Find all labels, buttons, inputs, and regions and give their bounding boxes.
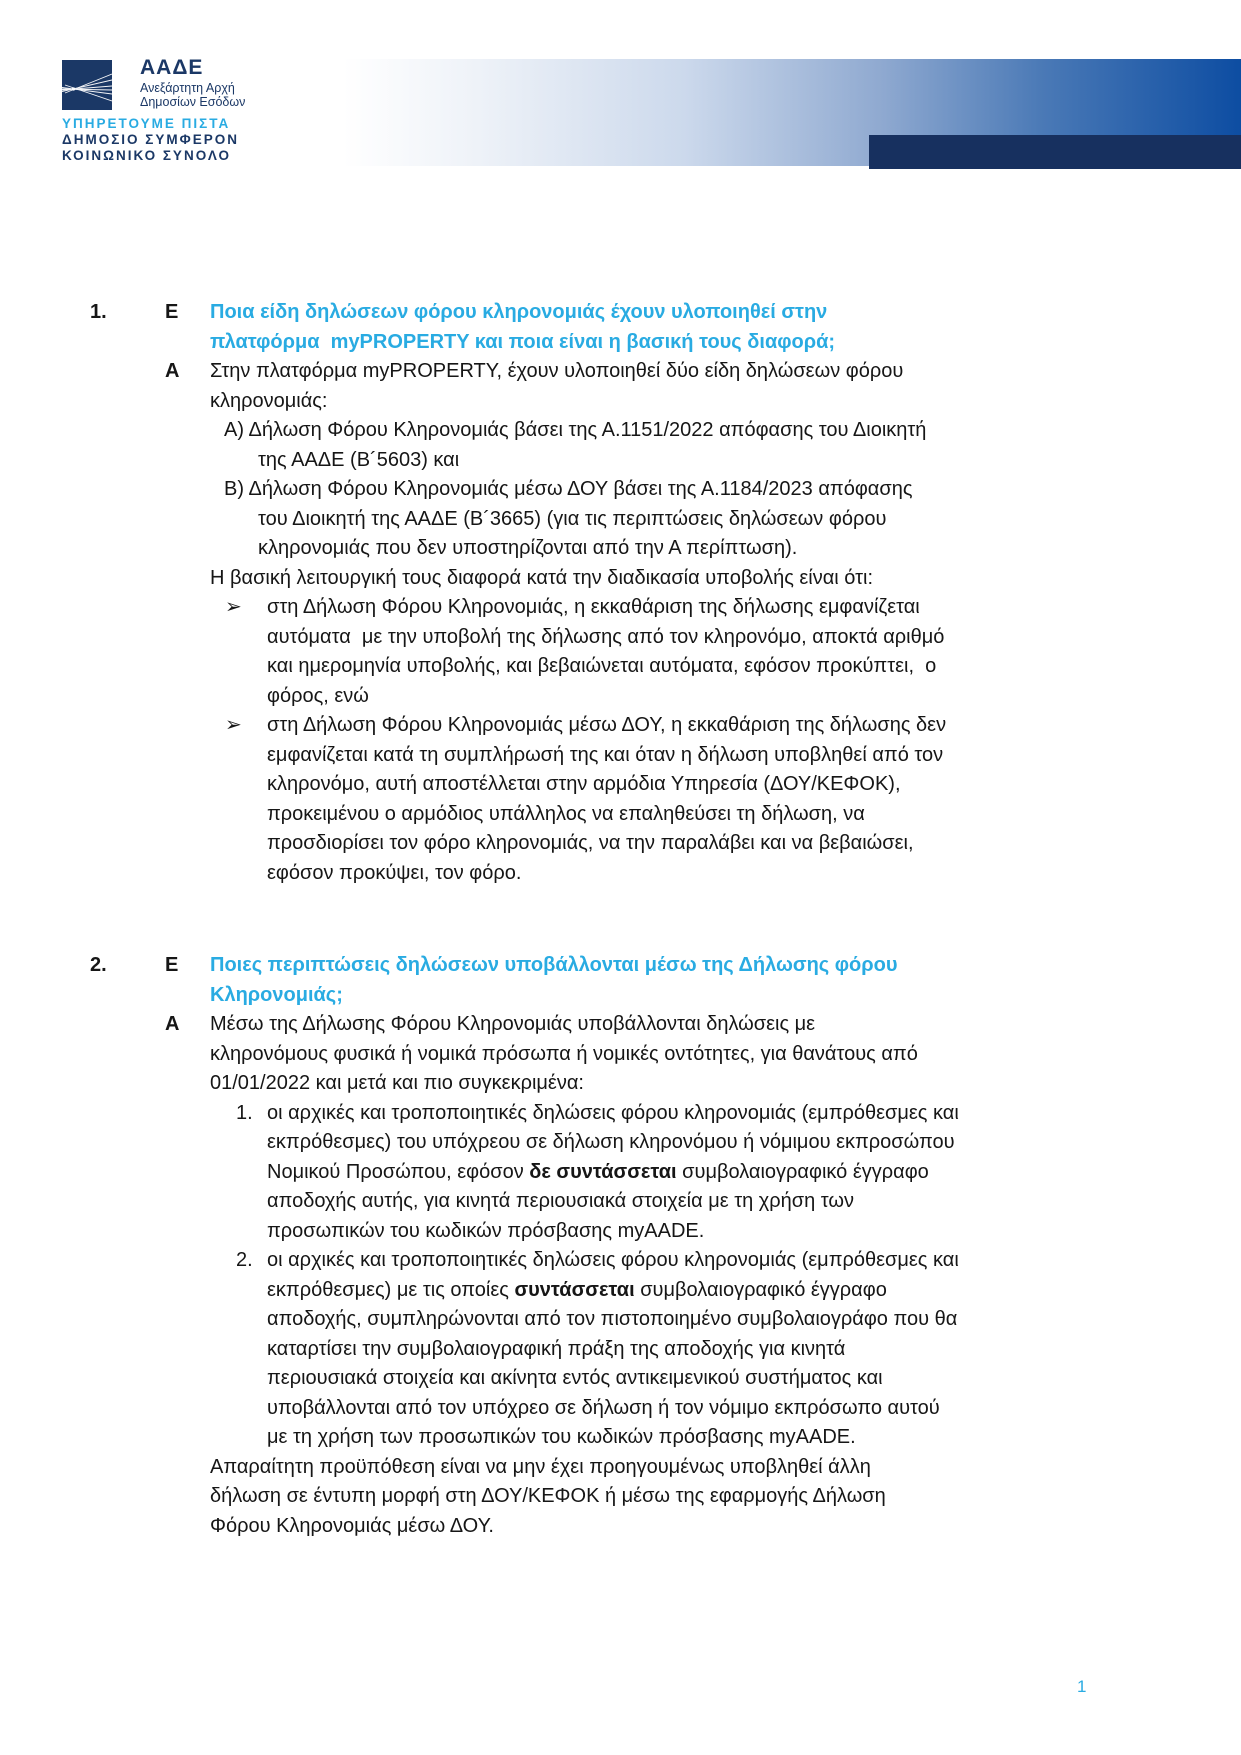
text-line: κληρονομιάς: xyxy=(210,389,328,412)
logo-tagline-line1: ΥΠΗΡΕΤΟΥΜΕ ΠΙΣΤΑ xyxy=(62,116,231,131)
text-line: περιουσιακά στοιχεία και ακίνητα εντός αντικειμενικού συστήματος και xyxy=(267,1367,883,1389)
question-number: 1. xyxy=(90,301,107,323)
text-line: Στην πλατφόρμα myPROPERTY, έχουν υλοποιηθεί δύο είδη δηλώσεων φόρου xyxy=(210,360,904,382)
logo-tagline-line2: ΔΗΜΟΣΙΟ ΣΥΜΦΕΡΟΝ xyxy=(62,132,239,147)
text-line: εκπρόθεσμες) με τις οποίες συντάσσεται συμβολαιογραφικό έγγραφο xyxy=(267,1278,887,1301)
text-line: Φόρου Κληρονομιάς μέσω ΔΟΥ. xyxy=(210,1514,494,1537)
question-line: Ποιες περιπτώσεις δηλώσεων υποβάλλονται μέσω της Δήλωσης φόρου xyxy=(210,954,898,976)
text-line: της ΑΑΔΕ (Β´5603) και xyxy=(258,448,460,471)
list-number: 2. xyxy=(236,1249,253,1271)
logo-acronym: ΑΑΔΕ xyxy=(140,56,204,79)
text-line: κληρονόμους φυσικά ή νομικά πρόσωπα ή νομικές οντότητες, για θανάτους από xyxy=(210,1042,918,1065)
text-line: προσωπικών του κωδικών πρόσβασης myAADE. xyxy=(267,1219,705,1242)
list-bullet-icon: ➢ xyxy=(225,714,242,736)
text-line: με τη χρήση των προσωπικών του κωδικών πρόσβασης myAADE. xyxy=(267,1426,856,1448)
text-line: εφόσον προκύψει, τον φόρο. xyxy=(267,861,522,884)
text-line: κληρονομιάς που δεν υποστηρίζονται από την Α περίπτωση). xyxy=(258,537,798,559)
question-text xyxy=(210,298,1220,357)
list-bullet-icon: ➢ xyxy=(225,596,242,618)
answer-text xyxy=(210,357,1220,888)
text-line: αποδοχής, συμπληρώνονται από τον πιστοποιημένο συμβολαιογράφο που θα xyxy=(267,1308,958,1330)
text-line: ➢ στη Δήλωση Φόρου Κληρονομιάς, η εκκαθάριση της δήλωσης εμφανίζεται xyxy=(210,593,1220,623)
text-line: προσδιορίσει τον φόρο κληρονομιάς, να την παραλάβει και να βεβαιώσει, xyxy=(267,832,914,854)
text-line: και ημερομηνία υποβολής, και βεβαιώνεται αυτόματα, εφόσον προκύπτει, ο xyxy=(267,655,937,677)
text-line: εκπρόθεσμες) του υπόχρεου σε δήλωση κληρονόμου ή νόμιμου εκπροσώπου xyxy=(267,1131,955,1153)
text-line: Α) Δήλωση Φόρου Κληρονομιάς βάσει της Α.1151/2022 απόφασης του Διοικητή xyxy=(224,419,927,441)
text-line: 1. οι αρχικές και τροποποιητικές δηλώσεις φόρου κληρονομιάς (εμπρόθεσμες και xyxy=(210,1099,1220,1129)
answer-text xyxy=(210,1010,1220,1541)
text-line: αυτόματα με την υποβολή της δήλωσης από τον κληρονόμο, αποκτά αριθμό xyxy=(267,625,945,648)
text-line: προκειμένου ο αρμόδιος υπάλληλος να επαληθεύσει τη δήλωση, να xyxy=(267,802,865,825)
question-marker: Ε xyxy=(165,954,179,976)
text-line: Η βασική λειτουργική τους διαφορά κατά την διαδικασία υποβολής είναι ότι: xyxy=(210,566,874,589)
page-number: 1 xyxy=(1077,1677,1087,1696)
text-line: Νομικού Προσώπου, εφόσον δε συντάσσεται συμβολαιογραφικό έγγραφο xyxy=(267,1160,929,1183)
text-line: ➢ στη Δήλωση Φόρου Κληρονομιάς μέσω ΔΟΥ, η εκκαθάριση της δήλωσης δεν xyxy=(210,711,1220,741)
aade-logo-icon xyxy=(62,60,112,110)
text-line: Β) Δήλωση Φόρου Κληρονομιάς μέσω ΔΟΥ βάσει της Α.1184/2023 απόφασης xyxy=(224,478,913,500)
faq-item-1 xyxy=(0,298,1241,888)
header-dark-bar xyxy=(869,135,1241,169)
question-number: 2. xyxy=(90,954,107,976)
question-text xyxy=(210,951,1220,1010)
text-line: υποβάλλονται από τον υπόχρεο σε δήλωση ή τον νόμιμο εκπρόσωπο αυτού xyxy=(267,1396,940,1419)
text-line: κληρονόμο, αυτή αποστέλλεται στην αρμόδια Υπηρεσία (ΔΟΥ/ΚΕΦΟΚ), xyxy=(267,773,901,795)
question-marker: Ε xyxy=(165,301,179,323)
text-line: εμφανίζεται κατά τη συμπλήρωσή της και όταν η δήλωση υποβληθεί από τον xyxy=(267,743,944,766)
text-line: 2. οι αρχικές και τροποποιητικές δηλώσεις φόρου κληρονομιάς (εμπρόθεσμες και xyxy=(210,1246,1220,1276)
text-line: αποδοχής αυτής, για κινητά περιουσιακά στοιχεία με τη χρήση των xyxy=(267,1190,855,1212)
logo-subtitle-line1: Ανεξάρτητη Αρχή xyxy=(140,81,235,95)
text-line: φόρος, ενώ xyxy=(267,684,369,707)
logo-subtitle-line2: Δημοσίων Εσόδων xyxy=(140,95,246,109)
answer-marker: Α xyxy=(165,1013,180,1035)
text-line: δήλωση σε έντυπη μορφή στη ΔΟΥ/ΚΕΦΟΚ ή μέσω της εφαρμογής Δήλωση xyxy=(210,1485,886,1507)
text-line: Απαραίτητη προϋπόθεση είναι να μην έχει προηγουμένως υποβληθεί άλλη xyxy=(210,1455,871,1478)
text-line: 01/01/2022 και μετά και πιο συγκεκριμένα: xyxy=(210,1072,584,1094)
text-line: του Διοικητή της ΑΑΔΕ (Β´3665) (για τις περιπτώσεις δηλώσεων φόρου xyxy=(258,507,887,530)
text-line: Μέσω της Δήλωσης Φόρου Κληρονομιάς υποβάλλονται δηλώσεις με xyxy=(210,1013,816,1035)
question-line: Κληρονομιάς; xyxy=(210,983,343,1006)
question-line: πλατφόρμα myPROPERTY και ποια είναι η βασική τους διαφορά; xyxy=(210,330,836,353)
text-line: καταρτίσει την συμβολαιογραφική πράξη της αποδοχής για κινητά xyxy=(267,1337,846,1360)
list-number: 1. xyxy=(236,1101,253,1124)
faq-item-2 xyxy=(0,951,1241,1541)
logo-tagline-line3: ΚΟΙΝΩΝΙΚΟ ΣΥΝΟΛΟ xyxy=(62,148,231,163)
question-line: Ποια είδη δηλώσεων φόρου κληρονομιάς έχουν υλοποιηθεί στην xyxy=(210,301,828,323)
answer-marker: Α xyxy=(165,360,180,382)
